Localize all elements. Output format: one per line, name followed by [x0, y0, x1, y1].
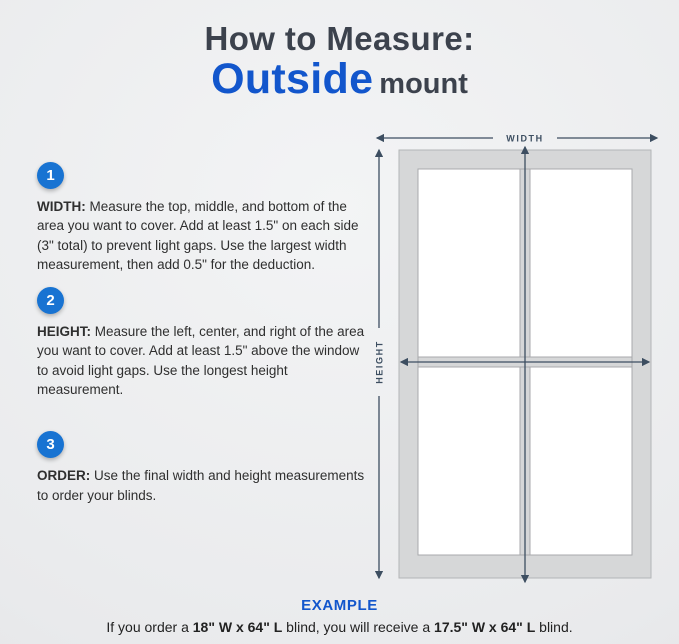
title-rest-mount: mount	[379, 67, 468, 100]
step-2-text	[37, 322, 373, 399]
step-1-badge: 1	[37, 162, 64, 189]
height-label: HEIGHT	[374, 340, 385, 384]
example-mid: blind, you will receive a	[282, 619, 435, 635]
step-2-badge: 2	[37, 287, 64, 314]
step-3-badge: 3	[37, 431, 64, 458]
step-3-body: Use the final width and height measurements to order your blinds.	[37, 468, 365, 503]
example-prefix: If you order a	[106, 619, 193, 635]
step-2-label: HEIGHT:	[37, 324, 91, 340]
example-section	[0, 597, 679, 635]
window-measurement-diagram	[371, 130, 663, 592]
example-received-size: 17.5" W x 64" L	[434, 619, 536, 635]
step-3-label: ORDER:	[37, 468, 91, 484]
step-1-text	[37, 197, 373, 274]
window-diagram-svg	[371, 130, 663, 592]
step-1-body: Measure the top, middle, and bottom of the area you want to cover. Add at least 1.5" on each side (3" total) to prevent light gaps. Use the largest width measurement, then add 0.5" for the deduction.	[37, 199, 359, 272]
step-2-height	[37, 287, 373, 399]
steps-list	[37, 162, 373, 505]
step-1-label: WIDTH:	[37, 199, 86, 214]
example-ordered-size: 18" W x 64" L	[192, 619, 283, 635]
example-text	[0, 619, 679, 635]
width-label: WIDTH	[506, 133, 544, 144]
title-line2	[0, 54, 679, 103]
example-title: EXAMPLE	[301, 597, 378, 614]
page-title	[0, 0, 679, 101]
title-line1: How to Measure:	[204, 20, 475, 57]
step-3-text	[37, 466, 373, 505]
title-accent-outside: Outside	[211, 54, 374, 103]
step-3-order	[37, 431, 373, 505]
step-2-body: Measure the left, center, and right of the area you want to cover. Add at least 1.5" above the window to avoid light gaps. Use the longest height measurement.	[37, 324, 365, 398]
example-suffix: blind.	[535, 619, 573, 635]
step-1-width	[37, 162, 373, 274]
